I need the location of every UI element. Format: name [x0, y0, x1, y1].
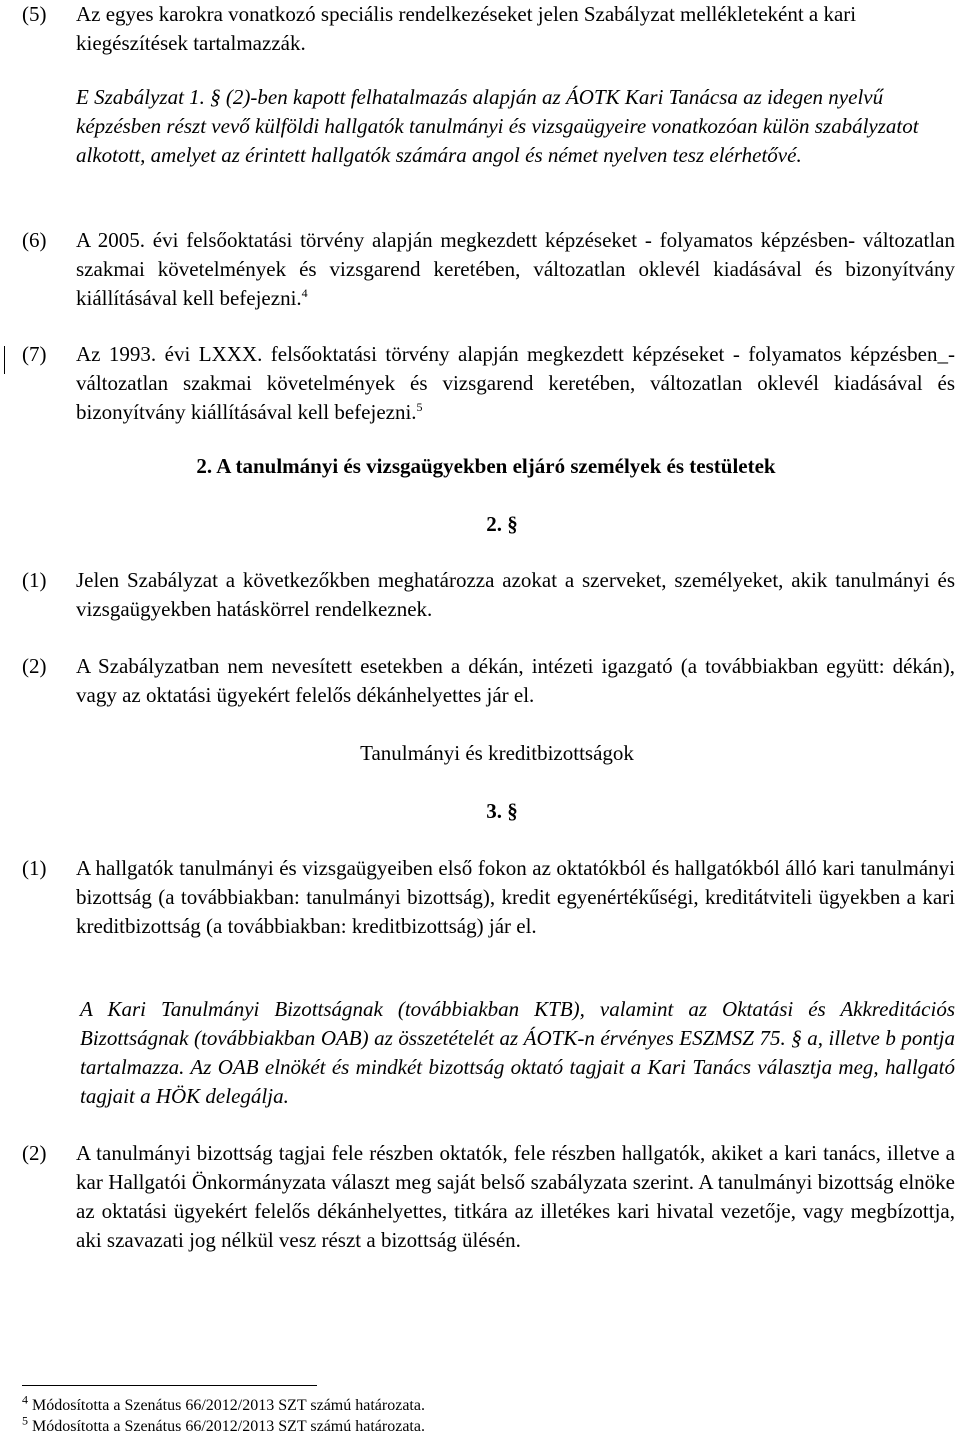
paragraph-text: Az egyes karokra vonatkozó speciális rendelkezéseket jelen Szabályzat mellékleteként a kari kiegészítések tartalmazzák.	[76, 2, 857, 55]
footnote-separator	[22, 1385, 317, 1386]
chapter-heading: 2. A tanulmányi és vizsgaügyekben eljáró személyek és testületek	[196, 454, 776, 478]
paragraph-number: (1)	[22, 568, 47, 592]
paragraph-number: (2)	[22, 654, 47, 678]
paragraph-text: A Szabályzatban nem nevesített esetekben a dékán, intézeti igazgató (a továbbiakban együtt: dékán), vagy az oktatási ügyekért felelős dékánhelyettes jár el.	[76, 654, 955, 707]
footnote-text: Módosította a Szenátus 66/2012/2013 SZT számú határozata.	[32, 1418, 425, 1435]
revision-change-bar	[4, 346, 5, 374]
paragraph-text: Jelen Szabályzat a következőkben meghatározza azokat a szerveket, személyeket, akik tanulmányi és vizsgaügyekben hatáskörrel rendelkeznek.	[76, 568, 955, 621]
paragraph-number: (7)	[22, 342, 47, 366]
paragraph-number: (2)	[22, 1141, 47, 1165]
paragraph-text: Az 1993. évi LXXX. felsőoktatási törvény alapján megkezdett képzéseket - folyamatos képzésben_- változatlan szakmai követelmények és vizsgarend keretében, változatlan oklevél kiadásával és bizonyítvány kiállításával kell befejezni.$^5$	[76, 342, 955, 424]
paragraph-number: (1)	[22, 856, 47, 880]
paragraph-text: A Kari Tanulmányi Bizottságnak (továbbiakban KTB), valamint az Oktatási és Akkreditációs Bizottságnak (továbbiakban OAB) az összetételét az ÁOTK-n érvényes ESZMSZ 75. § a, illetve b pontja tartalmazza. Az OAB elnökét és mindkét bizottság oktató tagjait a Kari Tanács választja meg, hallgató tagjait a HÖK delegálja.	[80, 997, 955, 1108]
subsection-heading: Tanulmányi és kreditbizottságok	[360, 741, 634, 765]
paragraph-text: E Szabályzat 1. § (2)-ben kapott felhatalmazás alapján az ÁOTK Kari Tanácsa az idegen nyelvű képzésben részt vevő külföldi hallgatók tanulmányi és vizsgaügyeire vonatkozóan külön szabályzatot alkotott, amelyet az érintett hallgatók számára angol és német nyelven tesz elérhetővé.	[76, 85, 919, 167]
footnote-mark: 4	[22, 1392, 28, 1407]
paragraph-number: (6)	[22, 228, 47, 252]
footnote-5	[22, 1413, 425, 1437]
paragraph-text: A hallgatók tanulmányi és vizsgaügyeiben első fokon az oktatókból és hallgatókból álló kari tanulmányi bizottság (a továbbiakban: tanulmányi bizottság), kredit egyenértékűségi, kreditátviteli ügyekben a kari kreditbizottság (a továbbiakban: kreditbizottság) jár el.	[76, 856, 955, 938]
footnote-ref-4[interactable]: 4	[301, 286, 308, 300]
footnote-text: Módosította a Szenátus 66/2012/2013 SZT számú határozata.	[32, 1397, 425, 1414]
footnote-4	[22, 1392, 425, 1416]
section-heading-3: 3. §	[486, 799, 518, 823]
paragraph-number: (5)	[22, 2, 47, 26]
section-heading-2: 2. §	[486, 512, 518, 536]
paragraph-text: A 2005. évi felsőoktatási törvény alapján megkezdett képzéseket - folyamatos képzésben- változatlan szakmai követelmények és vizsgarend keretében, változatlan oklevél kiadásával és bizonyítvány kiállításával kell befejezni.$^4$	[76, 228, 955, 310]
paragraph-text: A tanulmányi bizottság tagjai fele részben oktatók, fele részben hallgatók, akiket a kari tanács, illetve a kar Hallgatói Önkormányzata választ meg saját belső szabályzata szerint. A tanulmányi bizottság elnöke az oktatási ügyekért felelős dékánhelyettes, titkára az illetékes kari hivatal vezetője, vagy megbízottja, aki szavazati jog nélkül vesz részt a bizottság ülésén.	[76, 1141, 955, 1252]
footnote-mark: 5	[22, 1413, 28, 1428]
footnote-ref-5[interactable]: 5	[416, 400, 423, 414]
